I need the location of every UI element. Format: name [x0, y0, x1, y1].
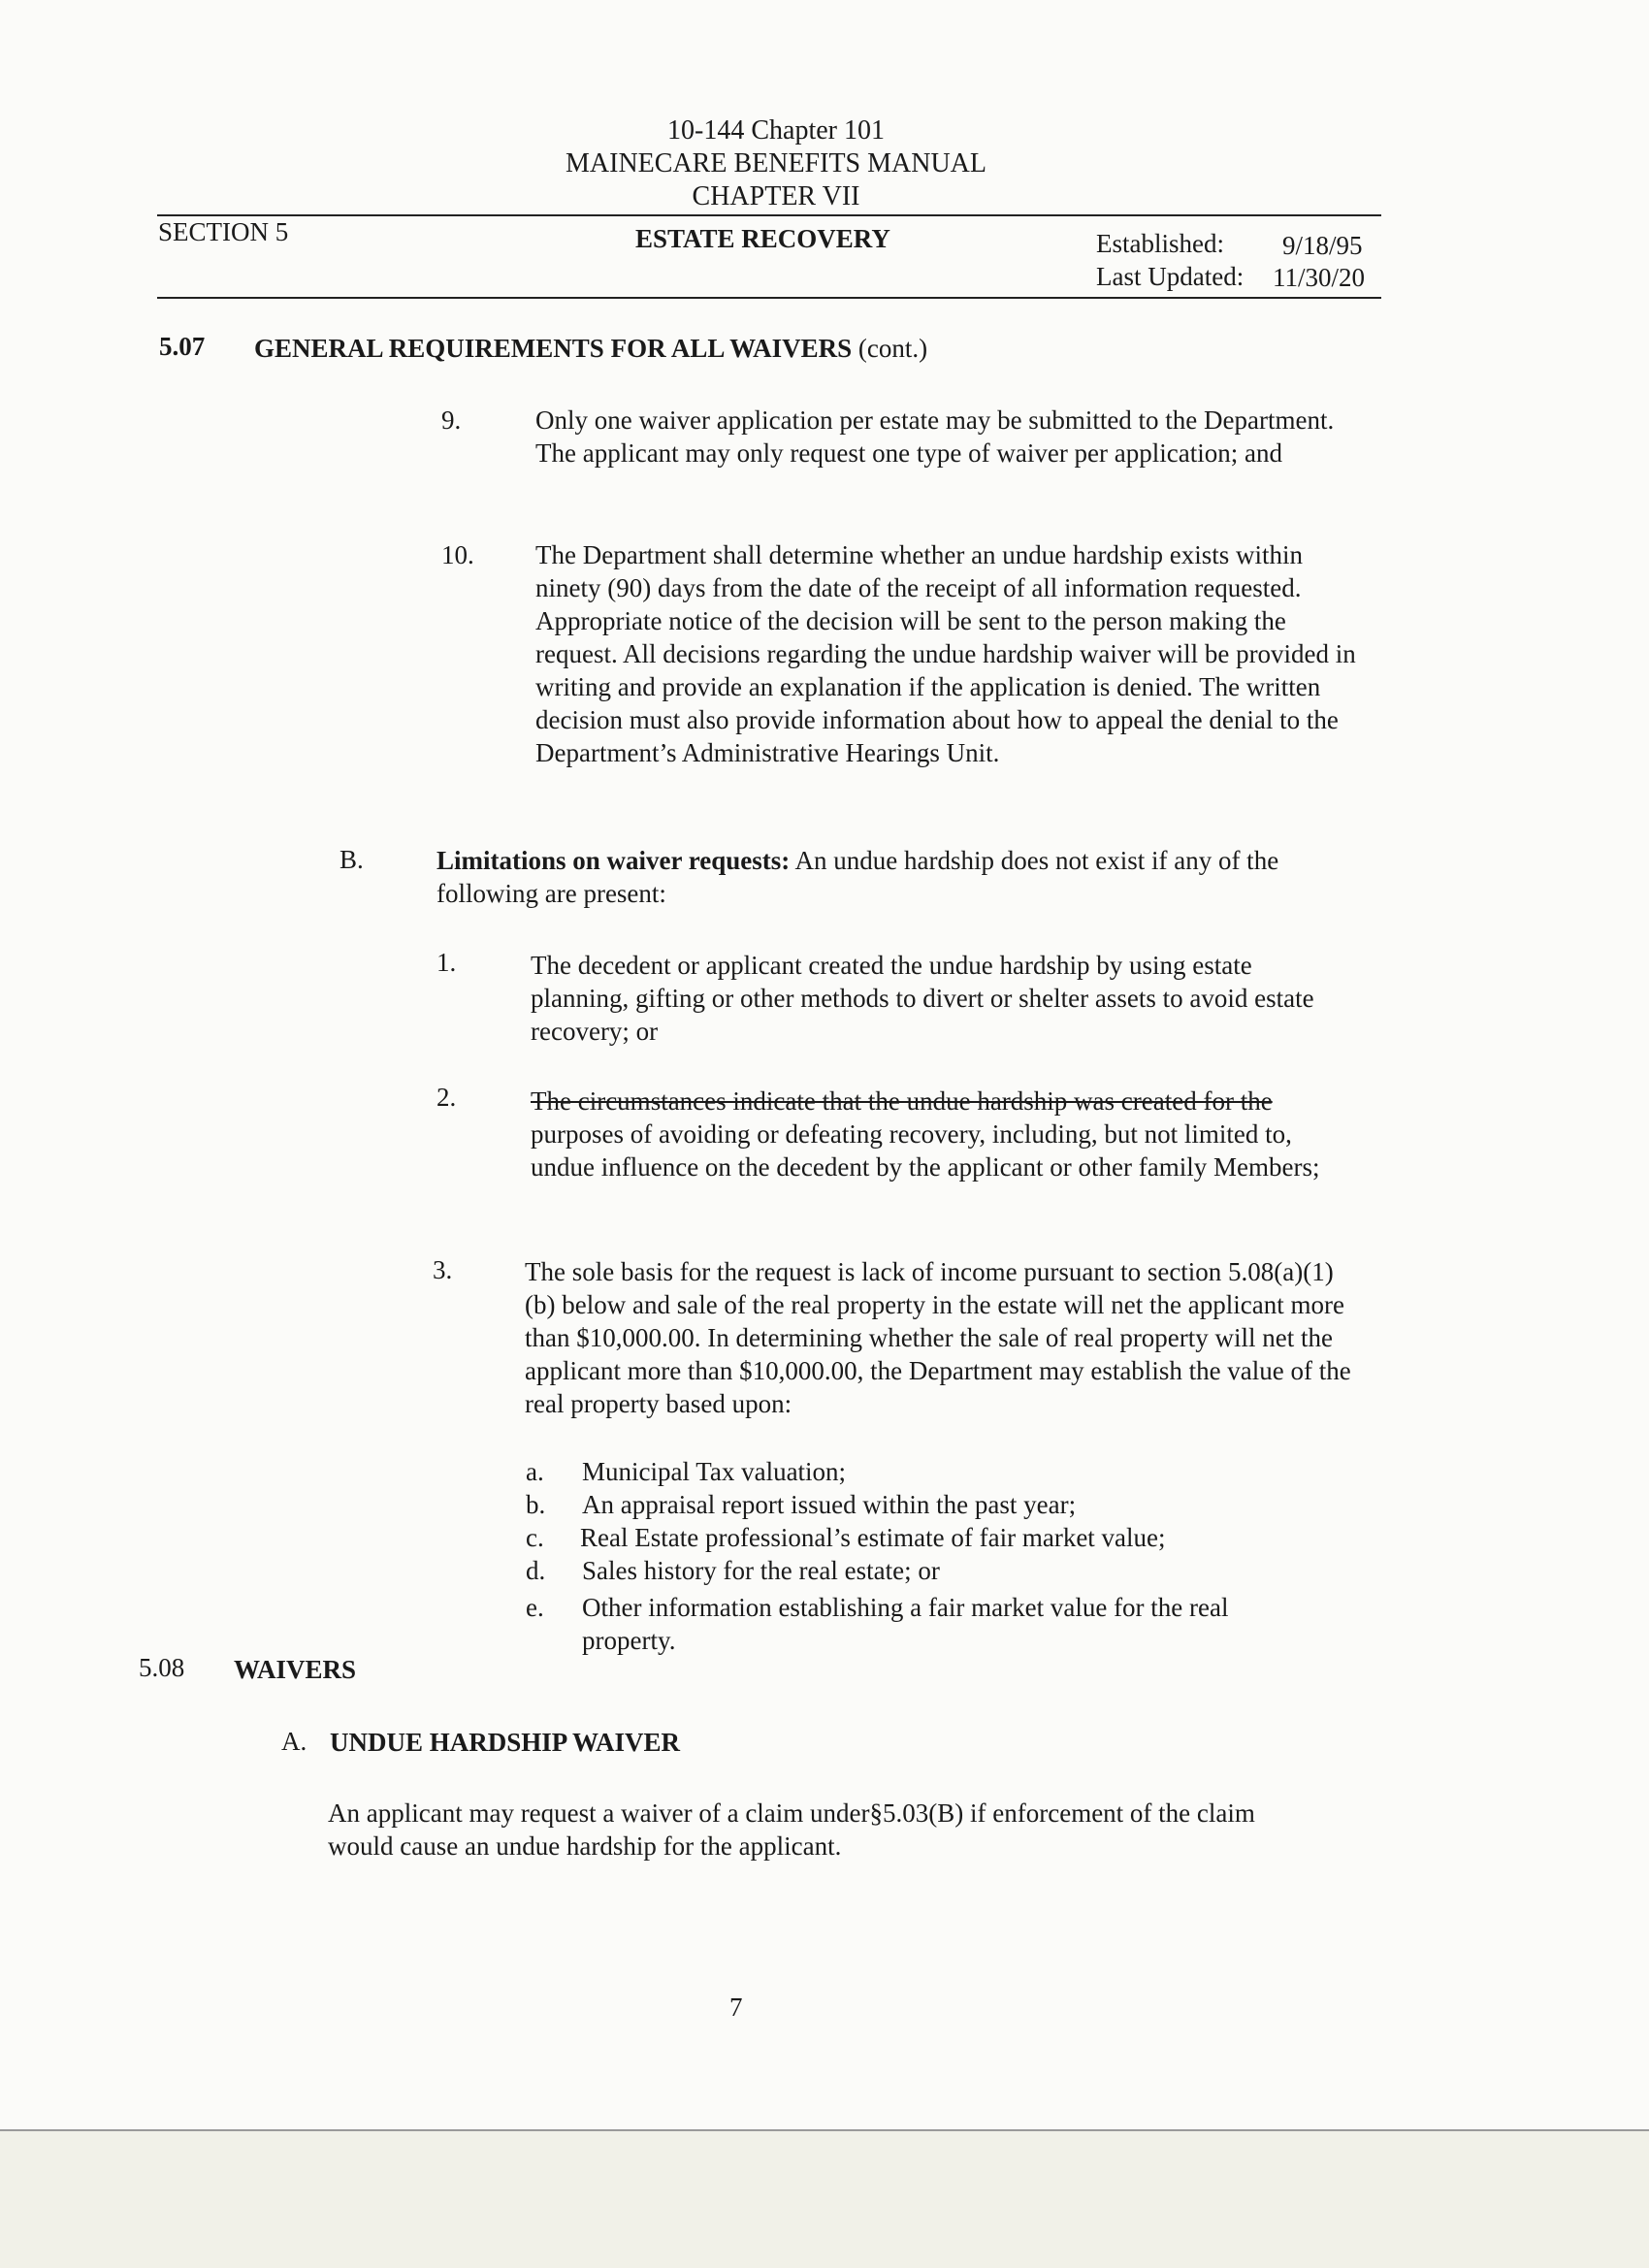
subitem-b-letter: b. — [526, 1490, 546, 1519]
item-10-text: The Department shall determine whether an undue hardship exists within ninety (90) days from the date of the receipt of all information requested. Appropriate notice of the decision will be sent to the person making the request. All decisions regarding the undue hardship waiver will be provided in writing and provide an explanation if the application is denied. The written decision must also provide information about how to appeal the denial to the Department’s Administrative Hearings Unit. — [535, 540, 1356, 767]
subsection-a-letter: A. — [281, 1727, 307, 1756]
subitem-c-text: Real Estate professional’s estimate of fair market value; — [580, 1523, 1166, 1552]
subitem-d-letter: d. — [526, 1556, 546, 1585]
header-line-1: 10-144 Chapter 101 — [667, 115, 885, 146]
b-item-2-text: purposes of avoiding or defeating recovery, including, but not limited to, undue influence on the decedent by the applicant or other family Members; — [531, 1119, 1320, 1182]
subitem-e-text: Other information establishing a fair market value for the real property. — [582, 1593, 1229, 1655]
subsection-b-letter: B. — [340, 845, 364, 874]
section-title: ESTATE RECOVERY — [635, 224, 890, 253]
section-label: SECTION 5 — [158, 217, 289, 246]
subitem-c-letter: c. — [526, 1523, 544, 1552]
b-item-3-text: The sole basis for the request is lack of income pursuant to section 5.08(a)(1)(b) below and sale of the real property in the estate will net the applicant more than $10,000.00. In determining whether the sale of real property will net the applicant more than $10,000.00, the Department may establish the value of the real property based upon: — [525, 1257, 1351, 1418]
b-item-3-number: 3. — [433, 1255, 453, 1284]
subsection-a-text: An applicant may request a waiver of a claim under§5.03(B) if enforcement of the claim would cause an undue hardship for the applicant. — [328, 1798, 1255, 1861]
subitem-a-letter: a. — [526, 1457, 544, 1486]
item-9-text: Only one waiver application per estate may be submitted to the Department. The applicant may only request one type of waiver per application; and — [535, 405, 1335, 468]
item-9-number: 9. — [441, 405, 462, 435]
b-item-2-paragraph — [531, 1085, 1355, 1183]
section-508-number: 5.08 — [139, 1653, 185, 1682]
b-item-1-number: 1. — [436, 948, 457, 977]
section-507-title: GENERAL REQUIREMENTS FOR ALL WAIVERS — [254, 334, 853, 363]
established-date: 9/18/95 — [1282, 231, 1363, 260]
page-number: 7 — [729, 1993, 743, 2022]
header-bottom-rule — [157, 297, 1381, 299]
section-508-title: WAIVERS — [234, 1655, 357, 1684]
last-updated-label: Last Updated: — [1096, 262, 1245, 291]
subitem-b-text: An appraisal report issued within the past year; — [582, 1490, 1077, 1519]
subitem-e-letter: e. — [526, 1593, 544, 1622]
section-507-number: 5.07 — [159, 332, 206, 361]
subsection-b-title: Limitations on waiver requests: — [436, 846, 791, 875]
established-label: Established: — [1096, 229, 1224, 258]
b-item-1-text: The decedent or applicant created the undue hardship by using estate planning, gifting or other methods to divert or shelter assets to avoid estate recovery; or — [531, 951, 1314, 1046]
scan-margin-strip — [0, 2131, 1649, 2268]
header-line-2: MAINECARE BENEFITS MANUAL — [566, 148, 986, 178]
subsection-a-title: UNDUE HARDSHIP WAIVER — [330, 1728, 681, 1757]
header-top-rule — [157, 214, 1381, 216]
section-507-cont: (cont.) — [857, 334, 928, 363]
subsection-b-paragraph — [436, 844, 1348, 910]
last-updated-date: 11/30/20 — [1273, 263, 1366, 292]
b-item-2-number: 2. — [436, 1083, 457, 1112]
header-line-3: CHAPTER VII — [692, 181, 860, 211]
item-10-number: 10. — [441, 540, 474, 569]
subitem-a-text: Municipal Tax valuation; — [582, 1457, 847, 1486]
b-item-2-struck-text: The circumstances indicate that the undue hardship was created for the — [531, 1086, 1273, 1116]
subsection-b-intro: An undue hardship does not exist if any of the following are present: — [436, 846, 1279, 908]
subitem-d-text: Sales history for the real estate; or — [582, 1556, 940, 1585]
